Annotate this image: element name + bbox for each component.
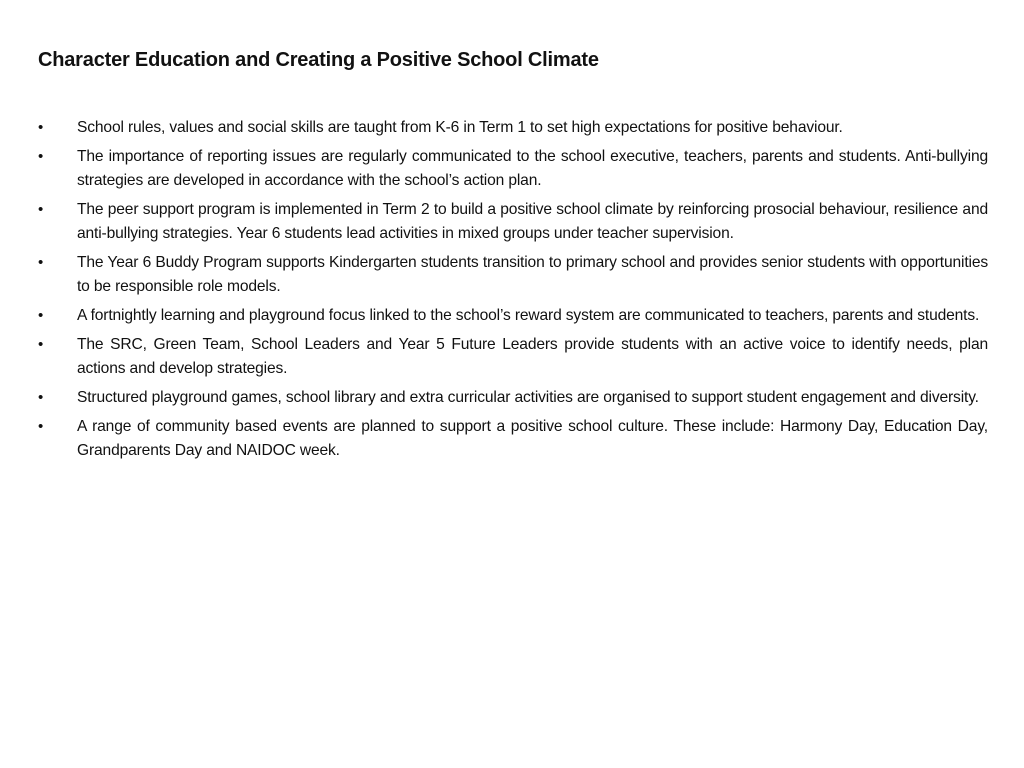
bullet-text: The peer support program is implemented in Term 2 to build a positive school climate by reinforcing prosocial behaviour, resilience and anti-bullying strategies. Year 6 students lead activities in mixed groups under teacher supervision.: [77, 201, 988, 242]
bullet-text: A fortnightly learning and playground focus linked to the school’s reward system are communicated to teachers, parents and students.: [77, 307, 980, 324]
list-item: [38, 386, 988, 410]
bullet-icon: •: [38, 119, 44, 136]
bullet-text: The SRC, Green Team, School Leaders and Year 5 Future Leaders provide students with an active voice to identify needs, plan actions and develop strategies.: [77, 336, 988, 377]
bullet-icon: •: [38, 148, 44, 165]
list-item: [38, 251, 988, 299]
bullet-icon: •: [38, 254, 44, 271]
list-item: [38, 116, 988, 140]
bullet-icon: •: [38, 418, 44, 435]
list-item: [38, 415, 988, 463]
list-item: [38, 333, 988, 381]
bullet-list: [38, 116, 988, 463]
bullet-text: The importance of reporting issues are regularly communicated to the school executive, teachers, parents and students. Anti-bullying strategies are developed in accordance with the school’s action plan.: [77, 148, 988, 189]
bullet-icon: •: [38, 201, 44, 218]
bullet-text: Structured playground games, school library and extra curricular activities are organised to support student engagement and diversity.: [77, 389, 979, 406]
bullet-icon: •: [38, 307, 44, 324]
list-item: [38, 198, 988, 246]
bullet-icon: •: [38, 336, 44, 353]
list-item: [38, 304, 988, 328]
list-item: [38, 145, 988, 193]
bullet-icon: •: [38, 389, 44, 406]
slide-title: Character Education and Creating a Positive School Climate: [38, 49, 599, 71]
bullet-text: The Year 6 Buddy Program supports Kindergarten students transition to primary school and provides senior students with opportunities to be responsible role models.: [77, 254, 988, 295]
bullet-text: School rules, values and social skills are taught from K-6 in Term 1 to set high expectations for positive behaviour.: [77, 119, 843, 136]
bullet-text: A range of community based events are planned to support a positive school culture. These include: Harmony Day, Education Day, Grandparents Day and NAIDOC week.: [77, 418, 988, 459]
